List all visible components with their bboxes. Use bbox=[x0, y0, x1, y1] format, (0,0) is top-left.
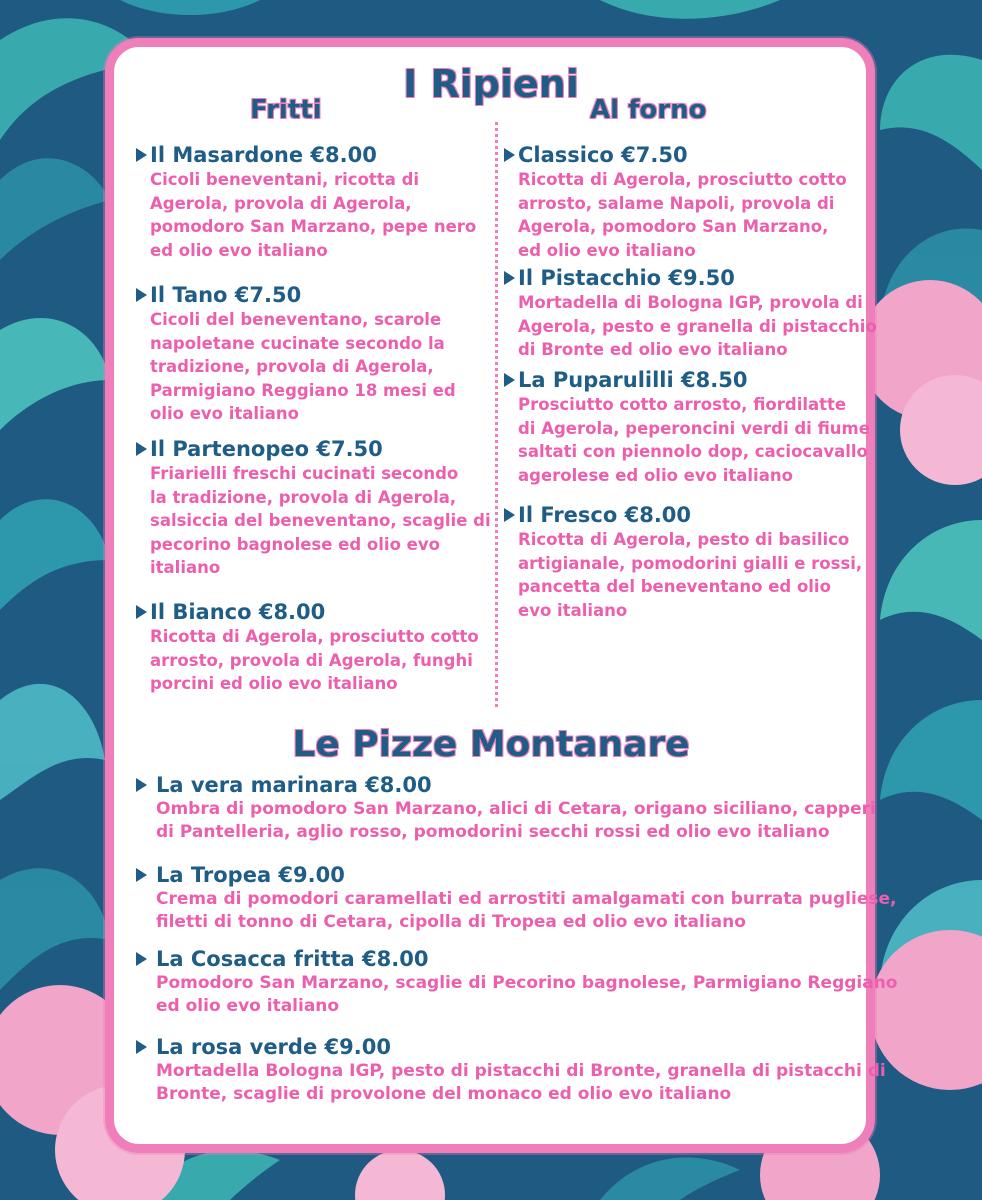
arrow-icon bbox=[504, 373, 515, 387]
item-description-line: Agerola, pesto e granella di pistacchio bbox=[518, 316, 877, 336]
item-name: La rosa verde €9.00 bbox=[156, 1035, 391, 1059]
item-description-line: olio evo italiano bbox=[150, 404, 299, 423]
al-forno-title: Al forno bbox=[590, 95, 707, 125]
item-description-line: agerolese ed olio evo italiano bbox=[518, 465, 793, 485]
item-description-line: Mortadella di Bologna IGP, provola di bbox=[518, 293, 863, 312]
item-description-line: Friarielli freschi cucinati secondo bbox=[150, 464, 459, 483]
item-description-line: filetti di tonno di Cetara, cipolla di Tropea ed olio evo italiano bbox=[156, 912, 746, 932]
item-description-line: evo italiano bbox=[518, 600, 628, 620]
item-name: Il Bianco €8.00 bbox=[150, 600, 326, 624]
item-description-line: ed olio evo italiano bbox=[150, 240, 328, 260]
menu-item bbox=[518, 265, 877, 362]
arrow-icon bbox=[504, 148, 515, 162]
menu-item bbox=[150, 142, 476, 262]
item-description-line: di Agerola, peperoncini verdi di fiume bbox=[518, 418, 870, 438]
item-name: Il Partenopeo €7.50 bbox=[150, 437, 383, 461]
item-description-line: Bronte, scaglie di provolone del monaco ed olio evo italiano bbox=[156, 1084, 732, 1104]
item-description-line: Cicoli beneventani, ricotta di bbox=[150, 170, 420, 189]
item-description-line: Agerola, pomodoro San Marzano, bbox=[518, 217, 829, 236]
item-description-line: tradizione, provola di Agerola, bbox=[150, 357, 434, 376]
montanare-title: Le Pizze Montanare bbox=[292, 724, 690, 765]
item-name: La Tropea €9.00 bbox=[156, 863, 345, 887]
arrow-icon bbox=[504, 508, 515, 522]
item-description-line: Agerola, provola di Agerola, bbox=[150, 193, 412, 213]
arrow-icon bbox=[136, 442, 147, 456]
menu-item bbox=[156, 946, 897, 1018]
fritti-title: Fritti bbox=[250, 95, 322, 125]
item-description-line: ed olio evo italiano bbox=[518, 240, 696, 260]
menu-item bbox=[156, 1034, 886, 1106]
item-name: Il Tano €7.50 bbox=[150, 283, 302, 307]
column-divider bbox=[495, 122, 498, 707]
ripieni-title: I Ripieni bbox=[403, 62, 579, 106]
item-description-line: salsiccia del beneventano, scaglie di bbox=[150, 511, 491, 530]
menu-item bbox=[518, 142, 847, 262]
arrow-icon bbox=[136, 1040, 147, 1054]
item-description-line: Parmigiano Reggiano 18 mesi ed bbox=[150, 380, 456, 400]
item-name: La vera marinara €8.00 bbox=[156, 773, 432, 797]
item-description-line: arrosto, provola di Agerola, funghi bbox=[150, 650, 473, 670]
menu-item bbox=[150, 599, 479, 696]
item-description-line: Ricotta di Agerola, pesto di basilico bbox=[518, 530, 850, 549]
menu-item bbox=[156, 772, 876, 844]
item-description-line: la tradizione, provola di Agerola, bbox=[150, 487, 457, 507]
item-description-line: Cicoli del beneventano, scarole bbox=[150, 310, 442, 329]
item-description-line: di Pantelleria, aglio rosso, pomodorini secchi rossi ed olio evo italiano bbox=[156, 822, 830, 842]
item-description-line: Prosciutto cotto arrosto, fiordilatte bbox=[518, 395, 847, 414]
arrow-icon bbox=[136, 605, 147, 619]
item-description-line: Crema di pomodori caramellati ed arrostiti amalgamati con burrata pugliese, bbox=[156, 889, 897, 909]
item-description-line: di Bronte ed olio evo italiano bbox=[518, 340, 788, 359]
menu-item bbox=[518, 367, 870, 487]
item-description-line: Ombra di pomodoro San Marzano, alici di Cetara, origano siciliano, capperi bbox=[156, 799, 876, 819]
item-description-line: pecorino bagnolese ed olio evo bbox=[150, 534, 440, 554]
menu-item bbox=[156, 862, 896, 934]
item-name: La Cosacca fritta €8.00 bbox=[156, 947, 429, 971]
item-description-line: saltati con piennolo dop, caciocavallo bbox=[518, 442, 868, 461]
menu-item bbox=[150, 282, 456, 426]
item-description-line: pomodoro San Marzano, pepe nero bbox=[150, 217, 477, 236]
item-name: Il Fresco €8.00 bbox=[518, 503, 692, 527]
arrow-icon bbox=[136, 952, 147, 966]
arrow-icon bbox=[136, 778, 147, 792]
item-name: Il Pistacchio €9.50 bbox=[518, 266, 735, 290]
item-description-line: napoletane cucinate secondo la bbox=[150, 333, 445, 353]
item-name: Il Masardone €8.00 bbox=[150, 143, 377, 167]
menu-item bbox=[150, 436, 491, 580]
item-description-line: pancetta del beneventano ed olio bbox=[518, 577, 831, 596]
arrow-icon bbox=[504, 271, 515, 285]
item-name: La Puparulilli €8.50 bbox=[518, 368, 748, 392]
item-description-line: Mortadella Bologna IGP, pesto di pistacchi di Bronte, granella di pistacchi di bbox=[156, 1061, 886, 1081]
arrow-icon bbox=[136, 868, 147, 882]
item-description-line: porcini ed olio evo italiano bbox=[150, 674, 398, 693]
arrow-icon bbox=[136, 288, 147, 302]
item-description-line: artigianale, pomodorini gialli e rossi, bbox=[518, 553, 863, 573]
item-description-line: Pomodoro San Marzano, scaglie di Pecorino bagnolese, Parmigiano Reggiano bbox=[156, 973, 898, 993]
item-description-line: italiano bbox=[150, 558, 221, 577]
item-name: Classico €7.50 bbox=[518, 143, 688, 167]
item-description-line: ed olio evo italiano bbox=[156, 996, 340, 1016]
menu-item bbox=[518, 502, 862, 622]
item-description-line: Ricotta di Agerola, prosciutto cotto bbox=[150, 627, 479, 646]
arrow-icon bbox=[136, 148, 147, 162]
item-description-line: arrosto, salame Napoli, provola di bbox=[518, 193, 835, 213]
item-description-line: Ricotta di Agerola, prosciutto cotto bbox=[518, 170, 847, 189]
